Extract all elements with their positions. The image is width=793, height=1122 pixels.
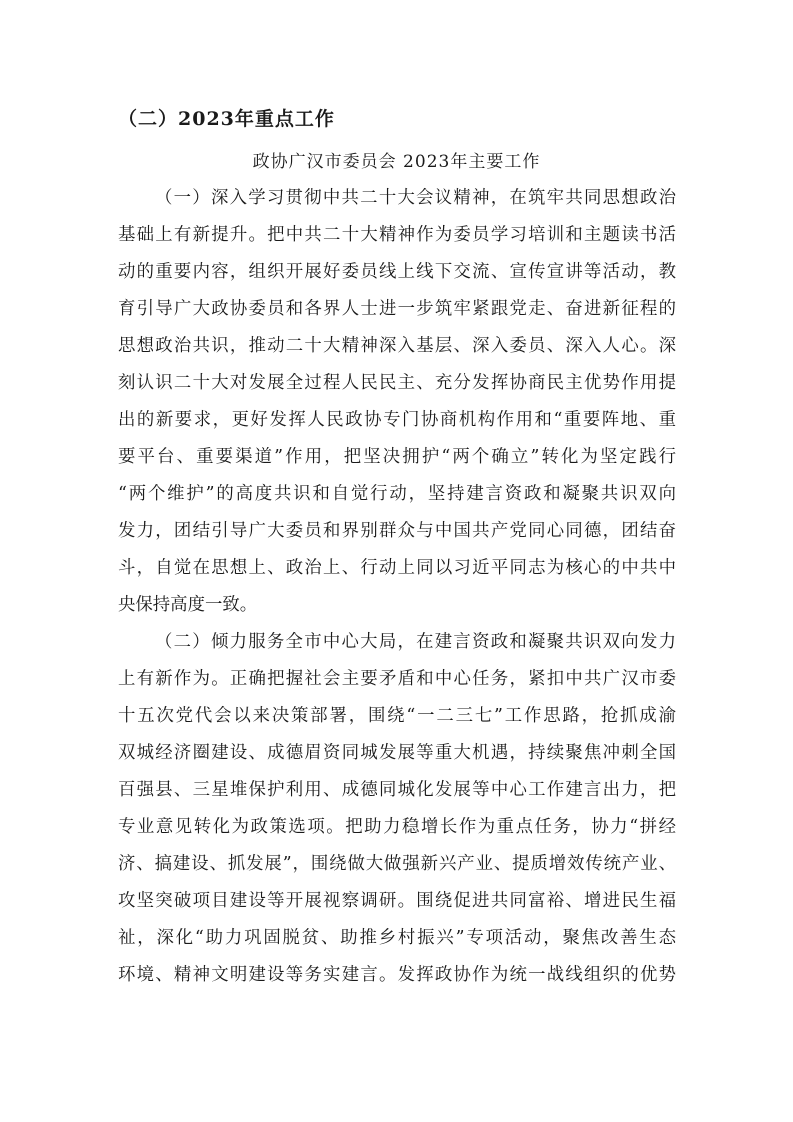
section-heading: （二）2023年重点工作 — [118, 108, 335, 130]
text-line: 出的新要求，更好发挥人民政协专门协商机构作用和“重要阵地、重 — [118, 410, 676, 430]
text-line: （二）倾力服务全市中心大局，在建言资政和凝聚共识双向发力 — [155, 632, 676, 652]
text-line: 祉，深化“助力巩固脱贫、助推乡村振兴”专项活动，聚焦改善生态 — [118, 928, 676, 948]
text-line: “两个维护”的高度共识和自觉行动，坚持建言资政和凝聚共识双向 — [118, 484, 676, 504]
text-line: 双城经济圈建设、成德眉资同城发展等重大机遇，持续聚焦冲刺全国 — [118, 743, 676, 763]
text-line: 百强县、三星堆保护利用、成德同城化发展等中心工作建言出力，把 — [118, 780, 676, 800]
text-line: 思想政治共识，推动二十大精神深入基层、深入委员、深入人心。深 — [118, 336, 676, 356]
text-line: （一）深入学习贯彻中共二十大会议精神，在筑牢共同思想政治 — [155, 188, 676, 208]
text-line: 专业意见转化为政策选项。把助力稳增长作为重点任务，协力“拼经 — [118, 817, 676, 837]
text-line: 育引导广大政协委员和各界人士进一步筑牢紧跟党走、奋进新征程的 — [118, 299, 676, 319]
text-line: 动的重要内容，组织开展好委员线上线下交流、宣传宣讲等活动，教 — [118, 262, 676, 282]
text-line: 环境、精神文明建设等务实建言。发挥政协作为统一战线组织的优势 — [118, 965, 676, 985]
document-subtitle: 政协广汉市委员会 2023年主要工作 — [252, 152, 541, 172]
text-line: 发力，团结引导广大委员和界别群众与中国共产党同心同德，团结奋 — [118, 521, 676, 541]
text-line: 央保持高度一致。 — [118, 595, 258, 615]
text-line: 济、搞建设、抓发展”，围绕做大做强新兴产业、提质增效传统产业、 — [118, 854, 676, 874]
text-line: 基础上有新提升。把中共二十大精神作为委员学习培训和主题读书活 — [118, 225, 676, 245]
text-line: 刻认识二十大对发展全过程人民民主、充分发挥协商民主优势作用提 — [118, 373, 676, 393]
text-line: 十五次党代会以来决策部署，围绕“一二三七”工作思路，抢抓成渝 — [118, 706, 676, 726]
text-line: 上有新作为。正确把握社会主要矛盾和中心任务，紧扣中共广汉市委 — [118, 669, 676, 689]
text-line: 要平台、重要渠道”作用，把坚决拥护“两个确立”转化为坚定践行 — [118, 447, 676, 467]
text-line: 斗，自觉在思想上、政治上、行动上同以习近平同志为核心的中共中 — [118, 558, 676, 578]
text-line: 攻坚突破项目建设等开展视察调研。围绕促进共同富裕、增进民生福 — [118, 891, 676, 911]
